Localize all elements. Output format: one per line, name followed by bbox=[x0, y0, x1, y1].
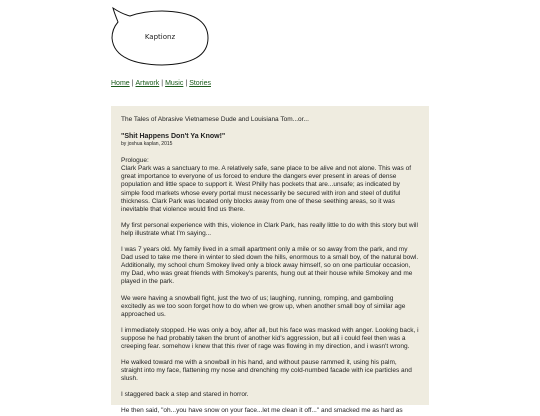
site-logo[interactable] bbox=[108, 8, 212, 74]
story-title: "Shit Happens Don't Ya Know!" bbox=[121, 133, 226, 141]
story-panel bbox=[111, 106, 429, 415]
main-nav bbox=[111, 80, 211, 87]
prologue-heading: Prologue: bbox=[121, 157, 149, 165]
nav-link-home[interactable]: Home bbox=[111, 80, 130, 87]
story-paragraph: I immediately stopped. He was only a boy, after all, but his face was masked with anger. Looking back, i suppose he had probably taken the brunt of another kid's aggression, but all i could feel then was a creeping fear. somehow i knew that this river of rage was flowing in my direction, and i wasn't wrong. bbox=[121, 326, 419, 350]
story-intro: The Tales of Abrasive Vietnamese Dude and Louisiana Tom...or... bbox=[121, 116, 309, 123]
story-paragraph: Clark Park was a sanctuary to me. A relatively safe, sane place to be alive and not alone. This was of great importance to everyone of us forced to endure the dangers ever present in areas of dense population and little space to support it. West Philly has pockets that are...unsafe; as indicated by simple food markets whose every portal must necessarily be secured with iron and steel of dutiful thickness. Clark Park was located only blocks away from one of these seething areas, so it was inevitable that violence would find us there. bbox=[121, 165, 412, 213]
story-paragraph: I staggered back a step and stared in horror. bbox=[121, 391, 249, 399]
speech-bubble-icon bbox=[108, 8, 212, 74]
nav-separator: | bbox=[185, 80, 188, 87]
logo-text: Kaptionz bbox=[144, 33, 176, 41]
nav-link-stories[interactable]: Stories bbox=[189, 80, 211, 87]
nav-link-music[interactable]: Music bbox=[165, 80, 184, 87]
story-paragraph: I was 7 years old. My family lived in a small apartment only a mile or so away from the park, and my Dad used to take me there in winter to sled down the hills, enormous to a small boy, of the natural bowl. Additionally, my school chum Smokey lived only a block away himself, so on one particular occasion, my Dad, who was great friends with Smokey's parents, hung out at their house while Smokey and me played in the park. bbox=[121, 246, 419, 286]
story-byline: by joshua kaplan, 2015 bbox=[121, 141, 173, 148]
story-paragraph: He then said, "oh...you have snow on your face...let me clean it off..." and smacked me as hard as bbox=[121, 407, 403, 415]
story-paragraph: We were having a snowball fight, just the two of us; laughing, running, romping, and gamboling excitedly as we too soon forget how to do when we grow up, when another small boy of similar age approached us. bbox=[121, 294, 406, 318]
story-paragraph: He walked toward me with a snowball in his hand, and without pause rammed it, using his palm, straight into my face, flattening my nose and drenching my cold-numbed facade with ice particles and slush. bbox=[121, 359, 412, 383]
nav-link-artwork[interactable]: Artwork bbox=[135, 80, 160, 87]
nav-separator: | bbox=[161, 80, 164, 87]
story-paragraph: My first personal experience with this, violence in Clark Park, has really little to do with this story but will help illustrate what I'm saying... bbox=[121, 221, 418, 237]
nav-separator: | bbox=[131, 80, 134, 87]
